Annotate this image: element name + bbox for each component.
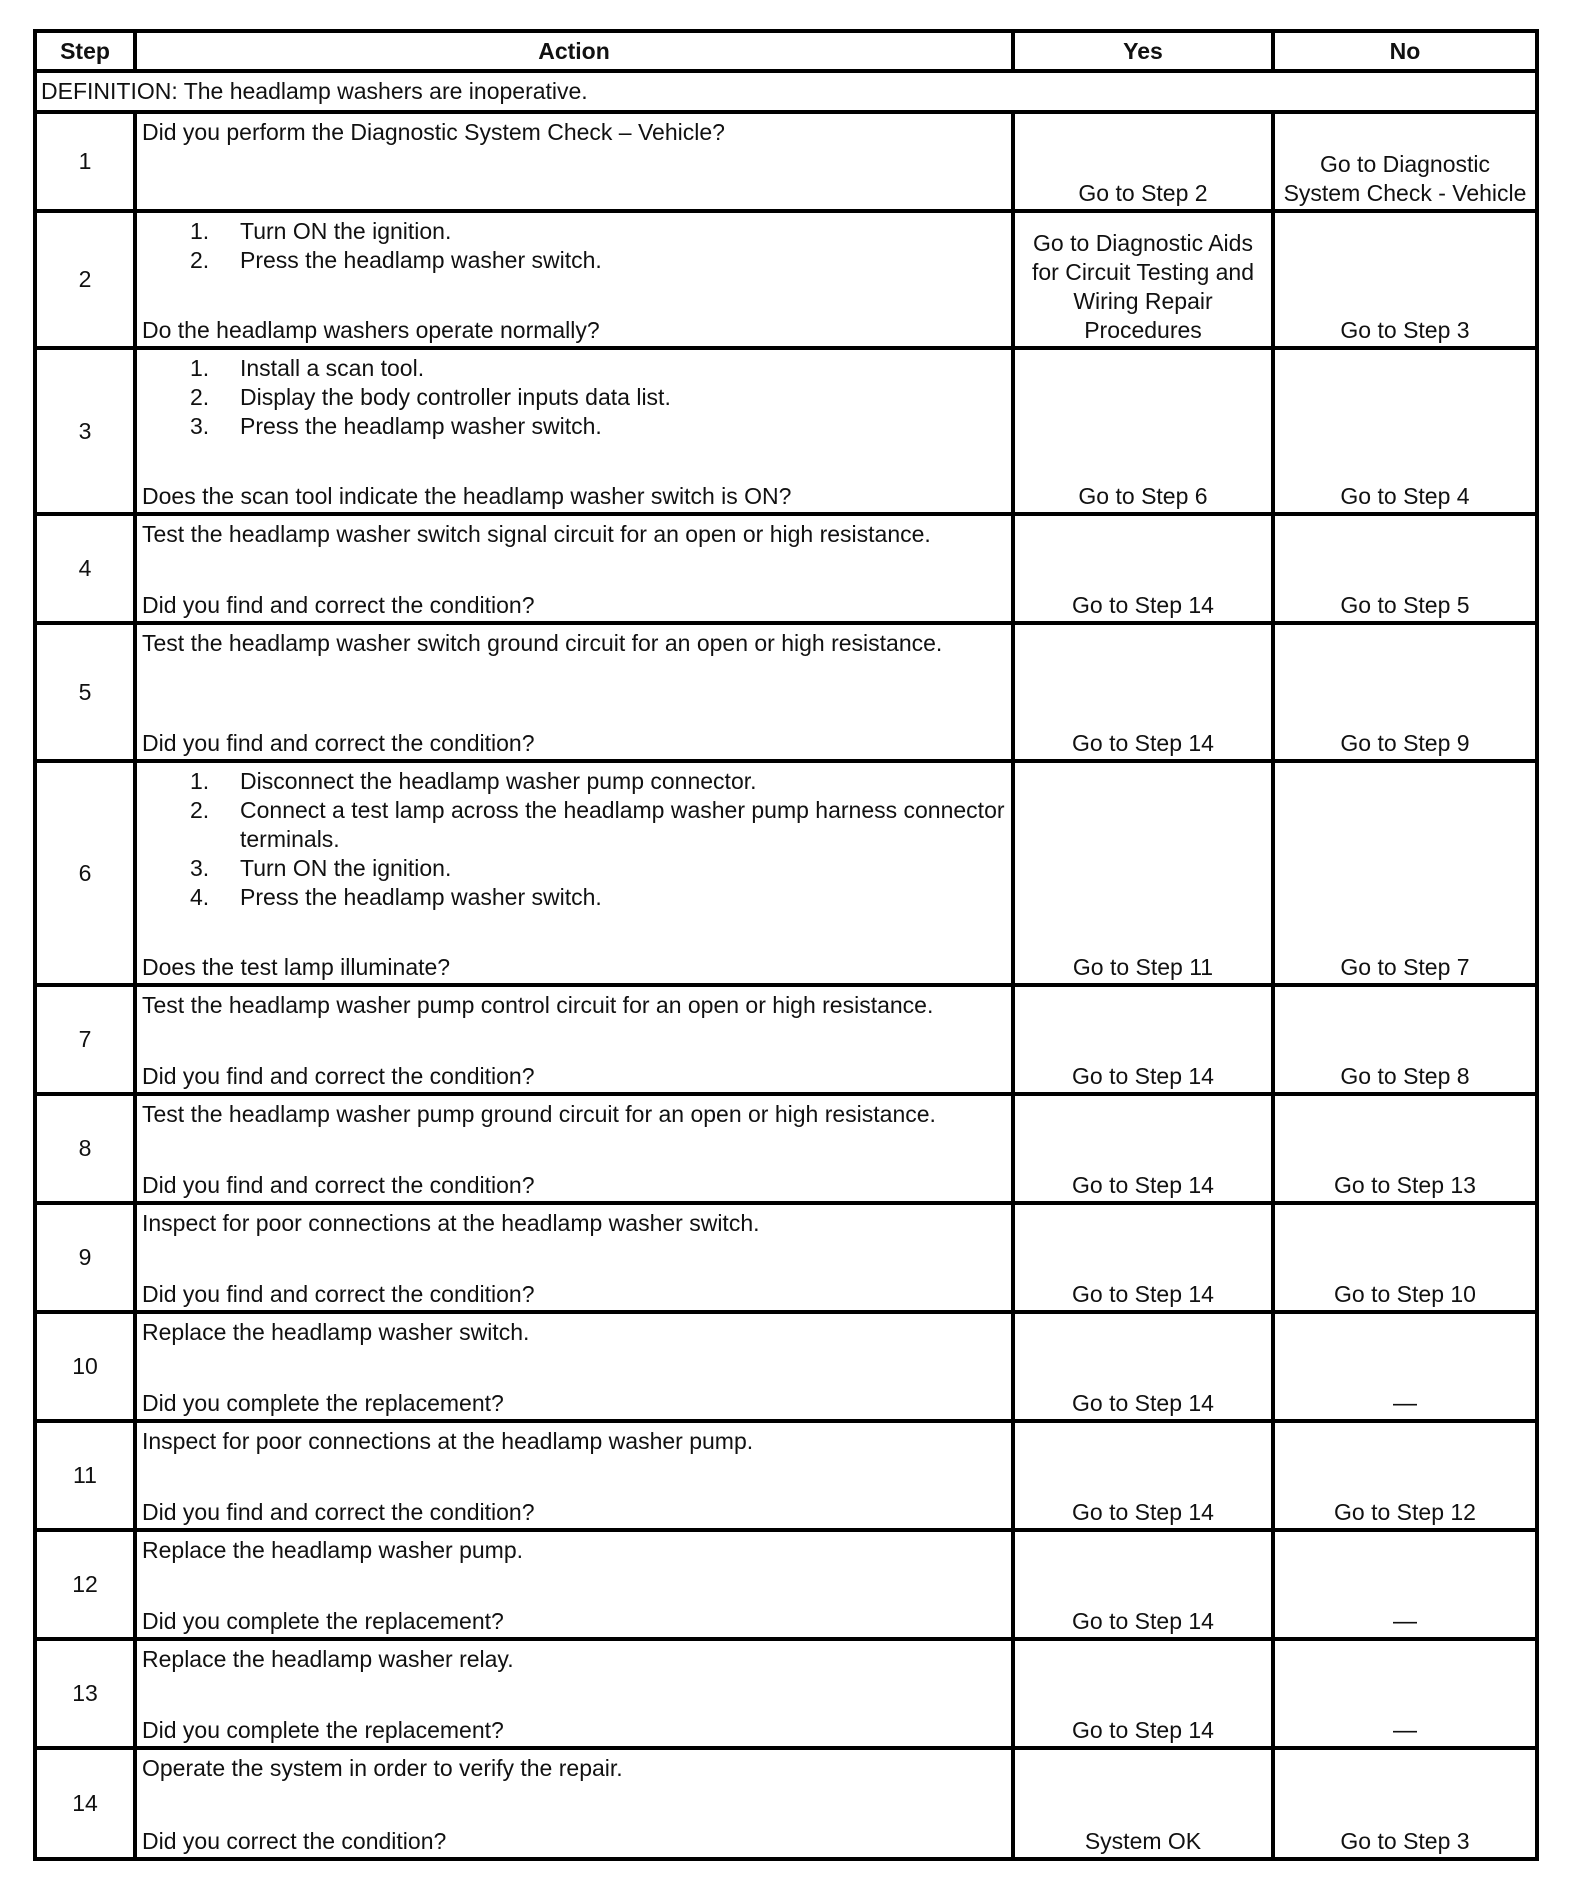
- table-row: [35, 1748, 1537, 1859]
- table-row: [35, 985, 1537, 1094]
- action-instruction: Test the headlamp washer switch signal circuit for an open or high resistance.: [142, 521, 931, 547]
- action-cell: [135, 211, 1013, 348]
- substep-list: [142, 767, 1006, 912]
- header-row: [35, 31, 1537, 71]
- yes-outcome: Go to Step 6: [1013, 348, 1273, 514]
- action-instruction: Replace the headlamp washer switch.: [142, 1319, 530, 1345]
- step-number: 7: [35, 985, 135, 1094]
- action-question: Did you find and correct the condition?: [142, 1172, 535, 1198]
- action-question: Do the headlamp washers operate normally?: [142, 317, 600, 343]
- action-instruction: Test the headlamp washer pump control circuit for an open or high resistance.: [142, 992, 934, 1018]
- substep-number: 1.: [190, 355, 210, 381]
- step-number: 9: [35, 1203, 135, 1312]
- substep-item: [142, 767, 1006, 796]
- yes-outcome: Go to Step 14: [1013, 1312, 1273, 1421]
- yes-outcome: Go to Diagnostic Aids for Circuit Testing and Wiring Repair Procedures: [1013, 211, 1273, 348]
- action-cell: [135, 348, 1013, 514]
- substep-number: 1.: [190, 218, 210, 244]
- action-question: Did you find and correct the condition?: [142, 1499, 535, 1525]
- substep-text: Display the body controller inputs data list.: [240, 384, 671, 410]
- no-outcome: Go to Step 7: [1273, 761, 1537, 985]
- substep-text: Press the headlamp washer switch.: [240, 884, 602, 910]
- table-row: [35, 1421, 1537, 1530]
- yes-outcome: Go to Step 14: [1013, 514, 1273, 623]
- substep-item: [142, 383, 1006, 412]
- yes-outcome: Go to Step 2: [1013, 112, 1273, 211]
- no-outcome: Go to Step 12: [1273, 1421, 1537, 1530]
- action-cell: [135, 761, 1013, 985]
- substep-number: 3.: [190, 413, 210, 439]
- action-question: Does the scan tool indicate the headlamp washer switch is ON?: [142, 483, 792, 509]
- table-row: [35, 1203, 1537, 1312]
- yes-outcome: Go to Step 11: [1013, 761, 1273, 985]
- action-cell: [135, 1421, 1013, 1530]
- substep-number: 2.: [190, 384, 210, 410]
- table-row: [35, 211, 1537, 348]
- no-outcome: —: [1273, 1639, 1537, 1748]
- yes-outcome: Go to Step 14: [1013, 985, 1273, 1094]
- yes-column-header: Yes: [1013, 31, 1273, 71]
- substep-text: Turn ON the ignition.: [240, 855, 452, 881]
- action-instruction: Test the headlamp washer switch ground circuit for an open or high resistance.: [142, 630, 943, 656]
- action-instruction: Replace the headlamp washer relay.: [142, 1646, 514, 1672]
- no-outcome: Go to Step 8: [1273, 985, 1537, 1094]
- no-outcome: Go to Diagnostic System Check - Vehicle: [1273, 112, 1537, 211]
- yes-outcome: Go to Step 14: [1013, 1639, 1273, 1748]
- action-cell: [135, 1748, 1013, 1859]
- action-question: Did you correct the condition?: [142, 1828, 447, 1854]
- substep-item: [142, 354, 1006, 383]
- table-row: [35, 514, 1537, 623]
- substep-number: 2.: [190, 797, 210, 823]
- diagnostic-table: [33, 29, 1539, 1861]
- substep-number: 2.: [190, 247, 210, 273]
- yes-outcome: Go to Step 14: [1013, 623, 1273, 761]
- step-number: 4: [35, 514, 135, 623]
- no-outcome: Go to Step 3: [1273, 1748, 1537, 1859]
- no-outcome: Go to Step 3: [1273, 211, 1537, 348]
- step-number: 12: [35, 1530, 135, 1639]
- step-number: 1: [35, 112, 135, 211]
- action-question: Did you find and correct the condition?: [142, 592, 535, 618]
- step-number: 13: [35, 1639, 135, 1748]
- action-question: Does the test lamp illuminate?: [142, 954, 451, 980]
- table-row: [35, 623, 1537, 761]
- substep-number: 4.: [190, 884, 210, 910]
- substep-number: 3.: [190, 855, 210, 881]
- no-outcome: —: [1273, 1312, 1537, 1421]
- action-question: Did you complete the replacement?: [142, 1717, 504, 1743]
- action-question: Did you find and correct the condition?: [142, 730, 535, 756]
- step-column-header: Step: [35, 31, 135, 71]
- substep-text: Press the headlamp washer switch.: [240, 247, 602, 273]
- table-row: [35, 348, 1537, 514]
- action-cell: [135, 1312, 1013, 1421]
- action-question: Did you find and correct the condition?: [142, 1063, 535, 1089]
- action-instruction: Test the headlamp washer pump ground circuit for an open or high resistance.: [142, 1101, 936, 1127]
- action-cell: [135, 985, 1013, 1094]
- substep-item: [142, 854, 1006, 883]
- no-outcome: Go to Step 5: [1273, 514, 1537, 623]
- action-instruction: Did you perform the Diagnostic System Check – Vehicle?: [142, 119, 725, 145]
- table-row: [35, 1639, 1537, 1748]
- substep-list: [142, 354, 1006, 441]
- step-number: 11: [35, 1421, 135, 1530]
- substep-item: [142, 246, 1006, 275]
- action-question: Did you complete the replacement?: [142, 1390, 504, 1416]
- step-number: 6: [35, 761, 135, 985]
- substep-item: [142, 412, 1006, 441]
- substep-text: Disconnect the headlamp washer pump connector.: [240, 768, 757, 794]
- no-outcome: Go to Step 10: [1273, 1203, 1537, 1312]
- no-outcome: Go to Step 13: [1273, 1094, 1537, 1203]
- action-instruction: Inspect for poor connections at the headlamp washer switch.: [142, 1210, 760, 1236]
- action-cell: [135, 1530, 1013, 1639]
- substep-text: Turn ON the ignition.: [240, 218, 452, 244]
- substep-item: [142, 796, 1006, 854]
- action-cell: [135, 1639, 1013, 1748]
- yes-outcome: Go to Step 14: [1013, 1203, 1273, 1312]
- action-cell: [135, 112, 1013, 211]
- step-number: 2: [35, 211, 135, 348]
- step-number: 3: [35, 348, 135, 514]
- no-column-header: No: [1273, 31, 1537, 71]
- action-cell: [135, 1094, 1013, 1203]
- table-row: [35, 761, 1537, 985]
- table-row: [35, 112, 1537, 211]
- yes-outcome: Go to Step 14: [1013, 1421, 1273, 1530]
- action-cell: [135, 623, 1013, 761]
- yes-outcome: Go to Step 14: [1013, 1094, 1273, 1203]
- action-column-header: Action: [135, 31, 1013, 71]
- definition-text: DEFINITION: The headlamp washers are inoperative.: [35, 71, 1537, 112]
- action-cell: [135, 514, 1013, 623]
- no-outcome: Go to Step 4: [1273, 348, 1537, 514]
- substep-item: [142, 217, 1006, 246]
- step-number: 8: [35, 1094, 135, 1203]
- substep-number: 1.: [190, 768, 210, 794]
- table-row: [35, 1094, 1537, 1203]
- action-question: Did you find and correct the condition?: [142, 1281, 535, 1307]
- action-instruction: Replace the headlamp washer pump.: [142, 1537, 524, 1563]
- yes-outcome: Go to Step 14: [1013, 1530, 1273, 1639]
- no-outcome: Go to Step 9: [1273, 623, 1537, 761]
- substep-text: Install a scan tool.: [240, 355, 425, 381]
- no-outcome: —: [1273, 1530, 1537, 1639]
- step-number: 10: [35, 1312, 135, 1421]
- substep-text: Connect a test lamp across the headlamp washer pump harness connector terminals.: [240, 797, 1005, 852]
- substep-text: Press the headlamp washer switch.: [240, 413, 602, 439]
- action-instruction: Inspect for poor connections at the headlamp washer pump.: [142, 1428, 754, 1454]
- action-cell: [135, 1203, 1013, 1312]
- table-row: [35, 1312, 1537, 1421]
- action-question: Did you complete the replacement?: [142, 1608, 504, 1634]
- substep-item: [142, 883, 1006, 912]
- step-number: 5: [35, 623, 135, 761]
- step-number: 14: [35, 1748, 135, 1859]
- substep-list: [142, 217, 1006, 275]
- definition-row: [35, 71, 1537, 112]
- table-row: [35, 1530, 1537, 1639]
- yes-outcome: System OK: [1013, 1748, 1273, 1859]
- action-instruction: Operate the system in order to verify the repair.: [142, 1755, 623, 1781]
